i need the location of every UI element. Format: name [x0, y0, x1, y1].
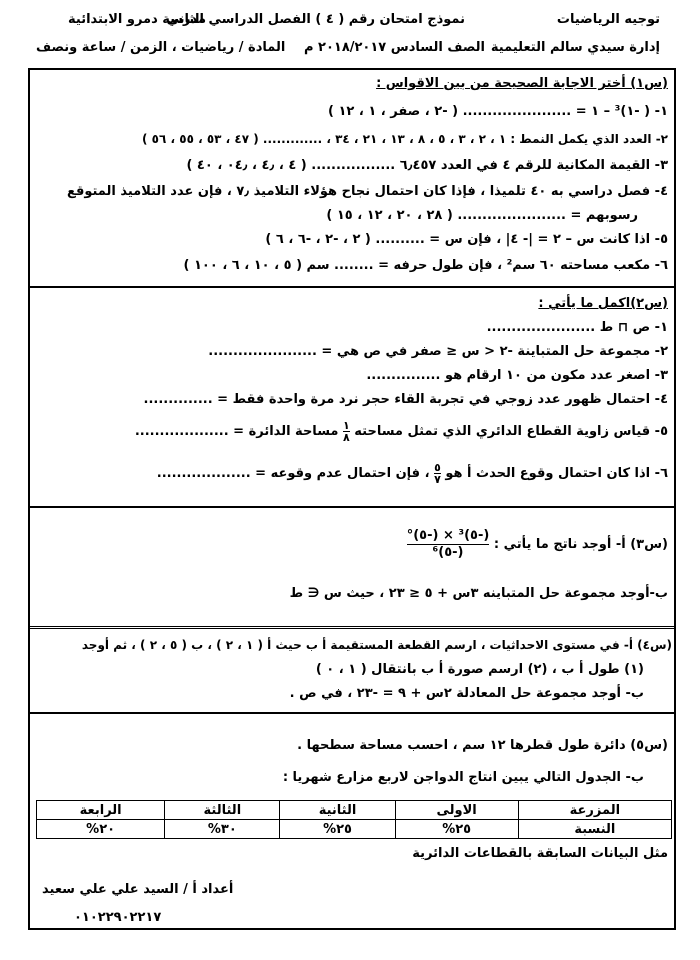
author: أعداد أ / السيد علي علي سعيد: [42, 882, 234, 897]
q4-line-1: (س٤) أ- في مستوى الاحداثيات ، ارسم القطعة المستقيمة أ ب حيث أ ( ١ ، ٢ ) ، ب ( ٥ ، ٢ ) ، ثم أوجد: [81, 638, 672, 652]
header-administration: إدارة سيدي سالم التعليمية: [490, 40, 660, 55]
q2-item-6-text: ٦- اذا كان احتمال وقوع الحدث أ هو: [445, 466, 668, 481]
question-1: [30, 70, 674, 288]
table-header-cell: الرابعة: [37, 801, 165, 820]
table-cell: ٢٥%: [280, 820, 395, 839]
question-3: [30, 508, 674, 626]
q4-line-3: ب- أوجد مجموعة حل المعادلة ٢س + ٩ = -٢٣ ، في ص .: [289, 686, 644, 701]
q3-expr-den: (-٥)⁶: [432, 545, 464, 560]
exam-sheet: [28, 68, 676, 930]
table-header-cell: الثالثة: [165, 801, 280, 820]
q2-item-5-fraction: [343, 420, 350, 443]
table-header-cell: الثانية: [280, 801, 395, 820]
q3-expr-num: (-٥)³ × (-٥)°: [406, 528, 490, 543]
q3-b: ب-أوجد مجموعة حل المتباينه ٣س + ٥ ≤ ٢٣ ، حيث س ∈ ط: [289, 586, 668, 601]
table-header-cell: المزرعة: [518, 801, 671, 820]
q3-divider: [30, 626, 674, 629]
q2-item-6-fraction: [434, 462, 441, 485]
q1-item-2: ٢- العدد الذي يكمل النمط : ١ ، ٢ ، ٣ ، ٥ ، ٨ ، ١٣ ، ٢١ ، ٣٤ ، ............. ( ٤٧ ، ٥٣ ، ٥٥ ، ٥٦ ): [142, 132, 668, 146]
q1-item-4-cont: رسوبهم = ...................... ( ٢٨ ، ٢٠ ، ١٢ ، ١٥ ): [326, 208, 638, 223]
q2-item-5-text: ٥- قياس زاوية القطاع الدائري الذي تمثل مساحته: [354, 424, 668, 439]
q2-frac6-num: ٥: [434, 461, 441, 474]
q5-a: (س٥) دائرة طول قطرها ١٢ سم ، احسب مساحة سطحها .: [297, 738, 668, 753]
q2-item-6-text-b: ، فإن احتمال عدم وقوعه = ...................: [156, 466, 430, 481]
q1-item-3: ٣- القيمة المكانية للرقم ٤ في العدد ٦٫٤٥٧ ................. ( ٤ ، ٤٫ ، ٠٤٫ ، ٤٠ ): [186, 158, 668, 173]
q2-title: (س٢)اكمل ما يأتي :: [538, 296, 668, 311]
question-4: [30, 632, 674, 714]
table-cell: النسبة: [518, 820, 671, 839]
q2-item-3: ٣- اصغر عدد مكون من ١٠ ارقام هو ...............: [366, 368, 668, 383]
q3-expression: [407, 528, 490, 561]
header-subject-time: المادة / رياضيات ، الزمن / ساعة ونصف: [36, 40, 286, 55]
q1-item-6: ٦- مكعب مساحته ٦٠ سم² ، فإن طول حرفه = ........ سم ( ٥ ، ١٠ ، ٦ ، ١٠٠ ): [183, 258, 668, 273]
table-cell: ٣٠%: [165, 820, 280, 839]
q2-item-5-text-b: مساحة الدائرة = ...................: [134, 424, 339, 439]
q2-frac5-num: ١: [343, 419, 350, 432]
table-header-row: [37, 801, 672, 820]
table-row: [37, 820, 672, 839]
q1-item-1: ١- ( -١)³ – ١ = ...................... ( -٢ ، صفر ، ١ ، ١٢ ): [327, 104, 668, 119]
q5-footer-note: مثل البيانات السابقة بالقطاعات الدائرية: [412, 846, 668, 861]
q4-line-2: (١) طول أ ب ، (٢) ارسم صورة أ ب بانتقال ( ١ ، ٠ ): [315, 662, 644, 677]
table-cell: ٢٠%: [37, 820, 165, 839]
q2-item-2: ٢- مجموعة حل المتباينة -٢ < س ≤ صفر في ص هي = ......................: [208, 344, 668, 359]
production-table: [36, 800, 672, 839]
q2-item-6: [157, 462, 668, 485]
q5-b: ب- الجدول التالي يبين انتاج الدواجن لاربع مزارع شهريا :: [282, 770, 644, 785]
table-cell: ٢٥%: [395, 820, 518, 839]
table-header-cell: الاولى: [395, 801, 518, 820]
header-grade-year: الصف السادس ٢٠١٨/٢٠١٧ م: [303, 40, 485, 55]
question-2: [30, 288, 674, 508]
q2-frac5-den: ٨: [343, 431, 350, 444]
q1-item-5: ٥- اذا كانت س – ٢ = |- ٤| ، فإن س = .......... ( ٢ ، -٢ ، -٦ ، ٦ ): [265, 232, 668, 247]
q2-frac6-den: ٧: [434, 473, 441, 486]
q1-item-4: ٤- فصل دراسي به ٤٠ تلميذا ، فإذا كان احتمال نجاح هؤلاء التلاميذ ٧٫ ، فإن عدد التلاميذ المتوقع: [66, 184, 668, 199]
q2-item-1: ١- ص ⊓ ط ......................: [486, 320, 668, 335]
q1-title: (س١) أختر الاجابة الصحيحة من بين الاقواس :: [376, 76, 668, 91]
header-school: مدرسة دمرو الابتدائية: [68, 12, 207, 27]
q2-item-4: ٤- احتمال ظهور عدد زوجي في تجربة القاء حجر نرد مرة واحدة فقط = ..............: [143, 392, 668, 407]
header-exam-model: نموذج امتحان رقم ( ٤ ) الفصل الدراسي الثاني: [166, 12, 465, 27]
q2-item-5: [135, 420, 668, 443]
q3-a: [407, 528, 668, 561]
phone: ٠١٠٢٢٩٠٢٢١٧: [74, 910, 162, 925]
header-subject: توجيه الرياضيات: [556, 12, 660, 27]
q3-a-text: (س٣) أ- أوجد ناتج ما يأتي :: [493, 537, 668, 552]
